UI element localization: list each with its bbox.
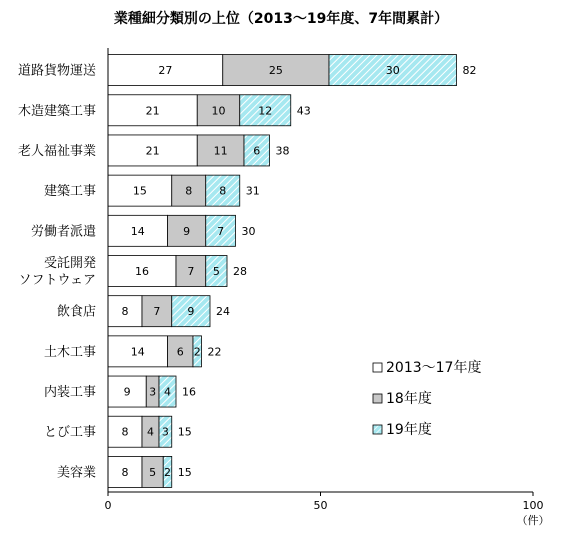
value-label: 21	[145, 144, 160, 158]
total-label: 15	[177, 425, 192, 439]
value-label: 4	[147, 425, 154, 439]
x-tick-label: 100	[522, 499, 544, 512]
total-label: 30	[241, 224, 256, 238]
category-label	[31, 223, 96, 239]
x-tick-label: 0	[104, 499, 112, 512]
category-label-line: 飲食店	[56, 304, 96, 320]
total-label: 38	[275, 144, 290, 158]
total-label: 24	[216, 305, 230, 319]
category-label-line: 労働者派遣	[30, 224, 96, 240]
value-label: 10	[211, 104, 226, 118]
value-label: 7	[187, 265, 195, 278]
value-label: 9	[187, 305, 195, 319]
category-label-line: 美容業	[56, 465, 96, 481]
category-label-line: 老人福祉事業	[17, 143, 96, 159]
category-label	[57, 304, 96, 320]
value-label: 6	[176, 345, 184, 359]
value-label: 15	[132, 184, 147, 198]
value-label: 11	[213, 144, 228, 158]
category-label-line: 道路貨物運送	[17, 63, 96, 79]
value-label: 3	[149, 385, 157, 399]
value-label: 8	[185, 184, 193, 198]
category-label	[44, 384, 96, 400]
total-label: 82	[462, 64, 477, 78]
category-label	[18, 143, 96, 159]
category-label-line: 土木工事	[43, 344, 96, 360]
value-label: 12	[258, 104, 273, 118]
value-label: 7	[217, 224, 225, 238]
category-label	[18, 103, 96, 119]
value-label: 4	[164, 385, 171, 399]
value-label: 8	[121, 305, 129, 319]
value-label: 6	[253, 144, 261, 158]
legend	[373, 359, 481, 438]
value-label: 16	[135, 265, 149, 278]
total-label: 22	[207, 345, 222, 359]
value-label: 5	[212, 265, 220, 278]
value-label: 21	[145, 104, 160, 118]
legend-swatch	[373, 363, 382, 372]
chart-title: 業種細分類別の上位（2013～19年度、7年間累計）	[113, 11, 449, 27]
value-label: 9	[183, 224, 191, 238]
value-label: 27	[158, 64, 173, 78]
category-label-line: 内装工事	[43, 385, 96, 401]
unit-label: （件）	[516, 514, 550, 527]
value-label: 14	[130, 224, 145, 238]
category-label	[19, 256, 96, 288]
category-label-line: 建築工事	[43, 184, 96, 200]
category-label-line: 受託開発	[43, 256, 96, 271]
value-label: 9	[123, 385, 131, 399]
legend-label: 18年度	[386, 391, 432, 407]
value-label: 7	[153, 305, 161, 319]
value-label: 25	[268, 64, 283, 78]
legend-swatch	[373, 394, 382, 403]
x-tick-label: 50	[313, 499, 328, 512]
total-label: 28	[233, 265, 247, 278]
legend-swatch	[373, 425, 382, 434]
value-label: 8	[121, 425, 129, 439]
total-label: 31	[245, 184, 260, 198]
value-label: 2	[193, 345, 201, 359]
value-label: 5	[149, 465, 157, 479]
category-label	[44, 344, 96, 360]
category-label	[44, 424, 96, 440]
category-label	[57, 464, 96, 480]
category-label	[18, 63, 96, 79]
legend-label: 2013～17年度	[386, 360, 482, 376]
total-label: 16	[182, 385, 196, 399]
value-label: 14	[130, 345, 145, 359]
value-label: 8	[121, 465, 129, 479]
value-label: 2	[164, 465, 171, 479]
legend-label: 19年度	[386, 422, 432, 438]
total-label: 43	[296, 104, 311, 118]
value-label: 8	[219, 184, 227, 198]
value-label: 30	[385, 64, 400, 78]
category-label-line: とび工事	[43, 425, 96, 441]
category-label	[44, 183, 96, 199]
category-label-line: ソフトウェア	[18, 273, 96, 288]
total-label: 15	[177, 465, 192, 479]
category-label-line: 木造建築工事	[17, 103, 96, 119]
value-label: 3	[161, 425, 169, 439]
